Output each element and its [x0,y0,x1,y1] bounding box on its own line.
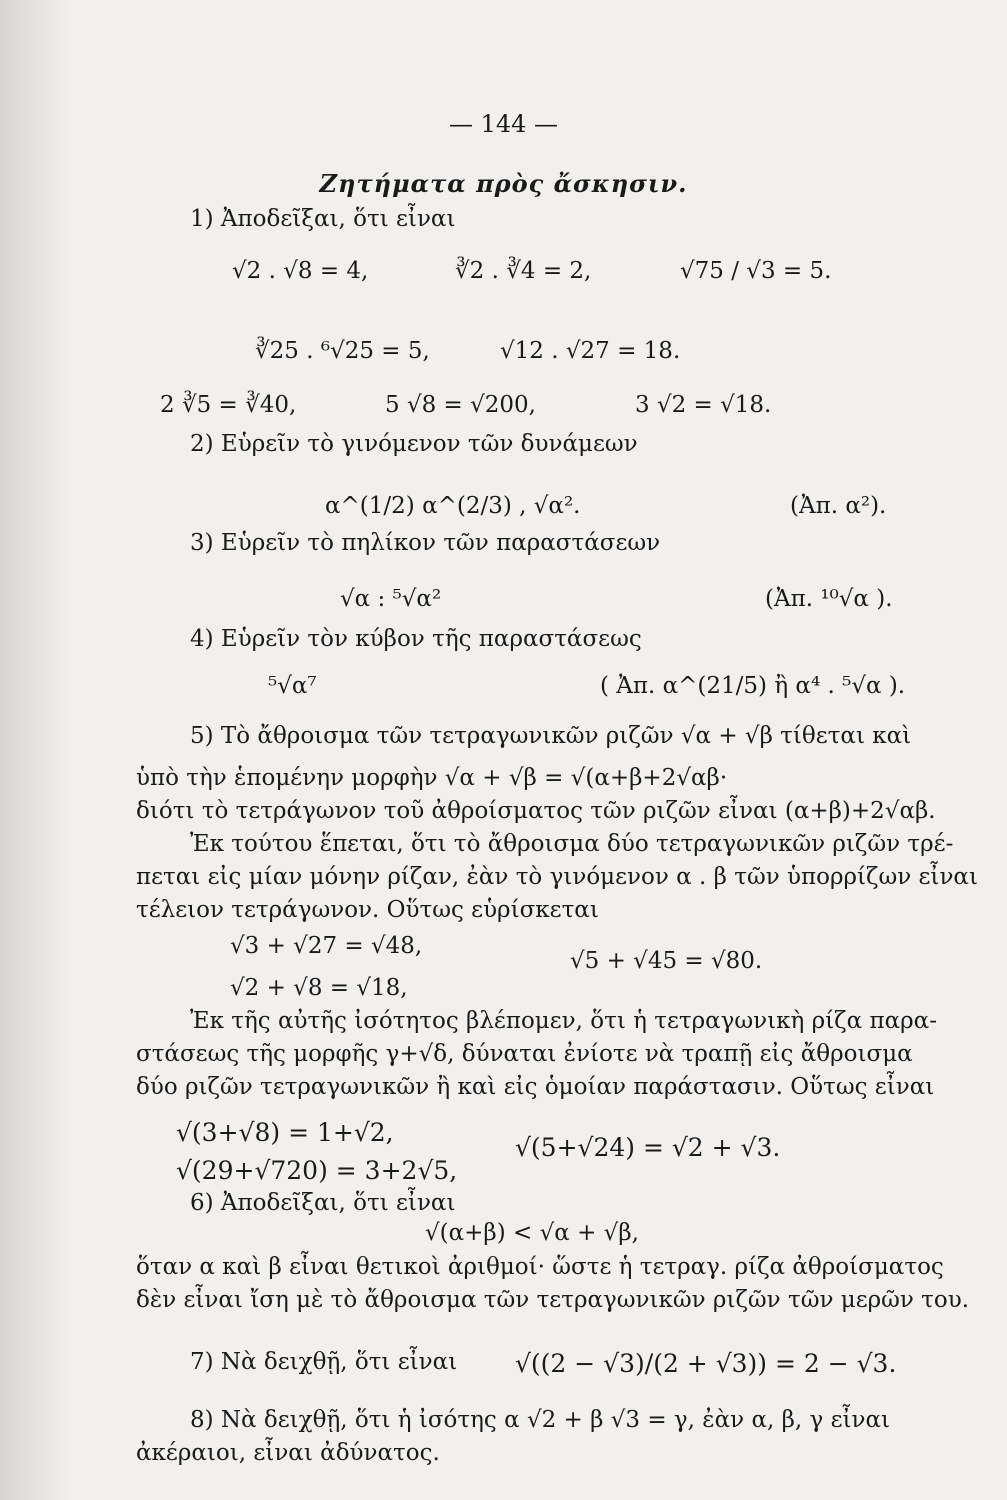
problem-4-answer: ( Ἀπ. α^(21/5) ἢ α⁴ . ⁵√α ). [600,673,906,699]
problem-1-eq-b: ∛2 . ∛4 = 2, [455,258,592,284]
problem-7-label: 7) Νὰ δειχθῇ, ὅτι εἶναι [190,1349,458,1375]
problem-5-eq-3: √2 + √8 = √18, [230,975,408,1001]
problem-2-expression: α^(1/2) α^(2/3) , √α². [325,493,581,519]
problem-5-line-6: τέλειον τετράγωνον. Οὕτως εὑρίσκεται [136,897,599,923]
problem-5-eq-4: √(3+√8) = 1+√2, [176,1118,394,1147]
problem-1-eq-d: ∛25 . ⁶√25 = 5, [255,338,430,364]
problem-1-eq-g: 5 √8 = √200, [385,392,536,418]
problem-3-expression: √α : ⁵√α² [340,586,442,612]
problem-3-answer: (Ἀπ. ¹⁰√α ). [765,586,893,612]
problem-5-line-4: Ἐκ τούτου ἕπεται, ὅτι τὸ ἄθροισμα δύο τετραγωνικῶν ριζῶν τρέ- [190,831,954,857]
page-gutter-shadow [0,0,70,1500]
problem-5-line-9: δύο ριζῶν τετραγωνικῶν ἢ καὶ εἰς ὁμοίαν παράστασιν. Οὕτως εἶναι [136,1074,935,1100]
problem-6-label: 6) Ἀποδεῖξαι, ὅτι εἶναι [190,1190,456,1216]
problem-4-label: 4) Εὑρεῖν τὸν κύβον τῆς παραστάσεως [190,626,642,652]
problem-1-eq-h: 3 √2 = √18. [635,392,772,418]
section-title: Ζητήματα πρὸς ἄσκησιν. [319,169,688,198]
problem-3-label: 3) Εὑρεῖν τὸ πηλίκον τῶν παραστάσεων [190,530,661,556]
problem-5-line-8: στάσεως τῆς μορφῆς γ+√δ, δύναται ἐνίοτε νὰ τραπῇ εἰς ἄθροισμα [136,1041,913,1067]
page-number: — 144 — [448,110,559,138]
problem-5-line-1: 5) Τὸ ἄθροισμα τῶν τετραγωνικῶν ριζῶν √α + √β τίθεται καὶ [190,723,912,749]
problem-5-eq-5: √(5+√24) = √2 + √3. [515,1133,781,1162]
problem-6-line-3: δὲν εἶναι ἴση μὲ τὸ ἄθροισμα τῶν τετραγωνικῶν ριζῶν τῶν μερῶν του. [136,1287,970,1313]
problem-5-line-5: πεται εἰς μίαν μόνην ρίζαν, ἐὰν τὸ γινόμενον α . β τῶν ὑπορρίζων εἶναι [136,864,978,890]
problem-8-line-1: 8) Νὰ δειχθῇ, ὅτι ἡ ἰσότης α √2 + β √3 = γ, ἐὰν α, β, γ εἶναι [190,1407,891,1433]
problem-5-line-3: διότι τὸ τετράγωνον τοῦ ἀθροίσματος τῶν ριζῶν εἶναι (α+β)+2√αβ. [136,798,936,824]
problem-6-expression: √(α+β) < √α + √β, [425,1220,639,1246]
problem-5-line-7: Ἐκ τῆς αὐτῆς ἰσότητος βλέπομεν, ὅτι ἡ τετραγωνικὴ ρίζα παρα- [190,1008,937,1034]
problem-1-eq-f: 2 ∛5 = ∛40, [160,392,297,418]
problem-5-eq-1: √3 + √27 = √48, [230,933,423,959]
problem-8-line-2: ἀκέραιοι, εἶναι ἀδύνατος. [136,1440,440,1466]
problem-5-eq-6: √(29+√720) = 3+2√5, [176,1156,458,1185]
problem-5-line-2: ὑπὸ τὴν ἑπομένην μορφὴν √α + √β = √(α+β+2√αβ· [136,765,728,791]
problem-1-label: 1) Ἀποδεῖξαι, ὅτι εἶναι [190,206,456,232]
problem-7-expression: √((2 − √3)/(2 + √3)) = 2 − √3. [515,1349,897,1378]
problem-4-expression: ⁵√α⁷ [268,673,317,699]
problem-6-line-2: ὅταν α καὶ β εἶναι θετικοὶ ἀριθμοί· ὥστε ἡ τετραγ. ρίζα ἀθροίσματος [136,1254,944,1280]
problem-2-label: 2) Εὑρεῖν τὸ γινόμενον τῶν δυνάμεων [190,431,638,457]
problem-5-eq-2: √5 + √45 = √80. [570,948,763,974]
problem-1-eq-e: √12 . √27 = 18. [500,338,681,364]
problem-2-answer: (Ἀπ. α²). [790,493,887,519]
problem-1-eq-a: √2 . √8 = 4, [232,258,369,284]
problem-1-eq-c: √75 / √3 = 5. [680,258,832,284]
